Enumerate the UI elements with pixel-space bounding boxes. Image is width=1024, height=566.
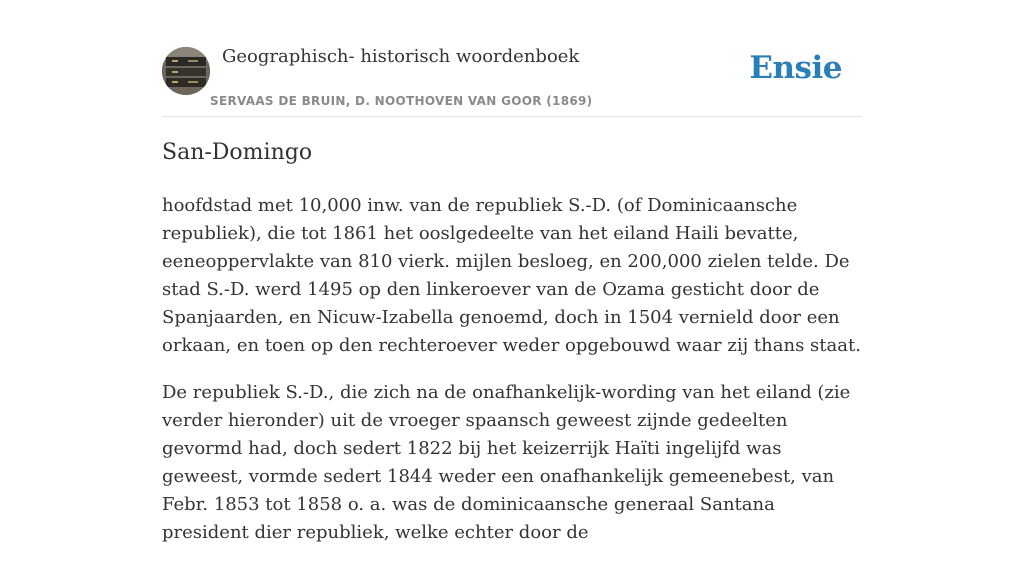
ensie-logo[interactable]: Ensie (749, 50, 842, 86)
book-cover-icon[interactable] (162, 47, 210, 95)
entry-body (162, 192, 862, 566)
entry-paragraph: De republiek S.-D., die zich na de onafhankelijk-wording van het eiland (zie verder hieronder) uit de vroeger spaansch geweest zijnde gedeelten gevormd had, doch sedert 1822 bij het keizerrijk Haïti ingelijfd was geweest, vormde sedert 1844 weder een onafhankelijk gemeenebest, van Febr. 1853 tot 1858 o. a. was de dominicaansche generaal Santana president dier republiek, welke echter door de (162, 382, 851, 543)
book-author: SERVAAS DE BRUIN, D. NOOTHOVEN VAN GOOR (1869) (210, 94, 593, 108)
book-header (162, 0, 862, 117)
page-container (162, 0, 862, 543)
book-title[interactable]: Geographisch- historisch woordenboek (222, 46, 580, 67)
entry-title: San-Domingo (162, 140, 313, 165)
entry-paragraph: hoofdstad met 10,000 inw. van de republiek S.-D. (of Dominicaansche republiek), die tot 1861 het ooslgedeelte van het eiland Haili bevatte, eeneoppervlakte van 810 vierk. mijlen besloeg, en 200,000 zielen telde. De stad S.-D. werd 1495 op den linkeroever van de Ozama gesticht door de Spanjaarden, en Nicuw-Izabella genoemd, doch in 1504 vernield door een orkaan, en toen op den rechteroever weder opgebouwd waar zij thans staat. (162, 195, 861, 356)
